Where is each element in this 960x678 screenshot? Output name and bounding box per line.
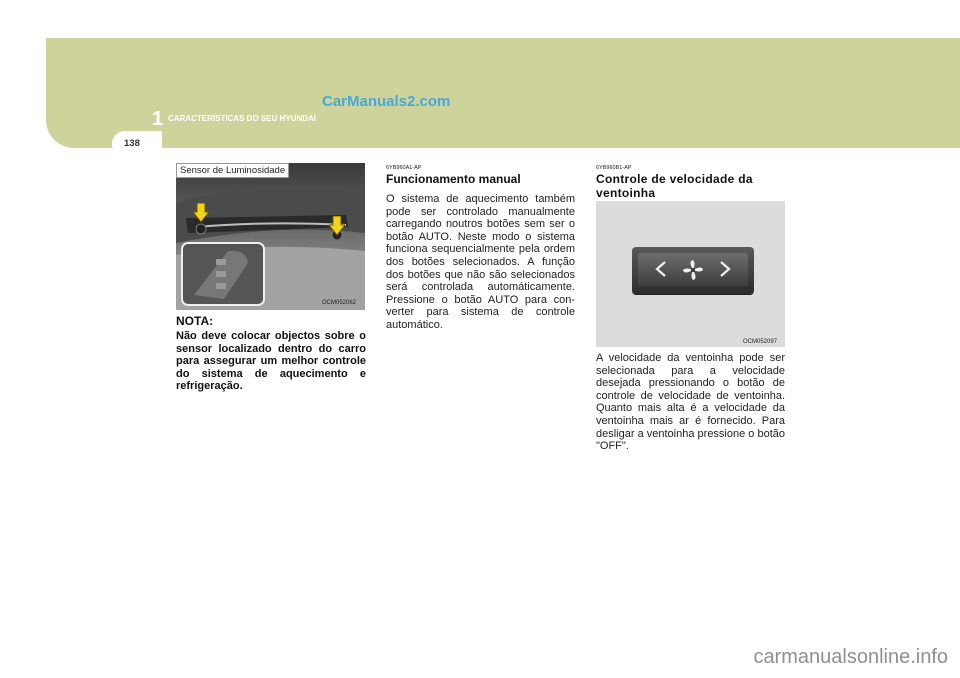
top-watermark: CarManuals2.com (322, 93, 451, 110)
nota-title: NOTA: (176, 314, 214, 328)
heading-manual: Funcionamento manual (386, 172, 521, 186)
dashboard-illustration (176, 163, 365, 310)
nota-text: Não deve colocar objectos sobre o sensor localizado dentro do carro para assegurar um melhor controle do sistema de aquecimento e refrigeração. (176, 330, 366, 393)
section-code-fan: 6YB960B1-AP (596, 165, 632, 171)
section-code-manual: 6YB960A1-AP (386, 165, 422, 171)
fan-icon (682, 259, 704, 281)
fan-control-panel (632, 247, 754, 294)
bottom-watermark: carmanualsonline.info (753, 646, 948, 668)
figure-label-sensor: Sensor de Luminosidade (176, 163, 289, 178)
figure-code-right: OCM052097 (743, 339, 778, 345)
body-manual: O sistema de aquecimento também pode ser controlado manualmente carregando noutros botões sem ser o botão AUTO. Neste modo o sistema funciona sequencialmente pela ordem dos botões selecionados. A função dos botões que não são selecionados será controlada automáticamente. Pressione o botão AUTO para con- verter para sistema de controle automático. (386, 193, 575, 331)
arrow-down-icon (193, 203, 209, 223)
page-number: 138 (124, 138, 140, 149)
body-fan: A velocidade da ventoinha pode ser selecionada para a velocidade desejada pressionando o botão de controle de velocidade de ventoinha. Quanto mais alta é a velocidade da ventoinha mais ar é fornecido. Para desligar a ventoinha pressione o botão "OFF". (596, 352, 785, 453)
chevron-left-icon (654, 260, 668, 278)
arrow-down-icon (329, 216, 345, 236)
figure-code-left: OCM052062 (322, 300, 357, 306)
sensor-photo (176, 163, 365, 310)
chapter-number: 1 (152, 108, 164, 130)
chapter-header-band (46, 38, 960, 148)
heading-fan: Controle de velocidade da ventoinha (596, 172, 753, 200)
chevron-right-icon (718, 260, 732, 278)
chapter-title: CARACTERÍSTICAS DO SEU HYUNDAI (168, 114, 317, 123)
fan-control-photo (596, 201, 785, 347)
